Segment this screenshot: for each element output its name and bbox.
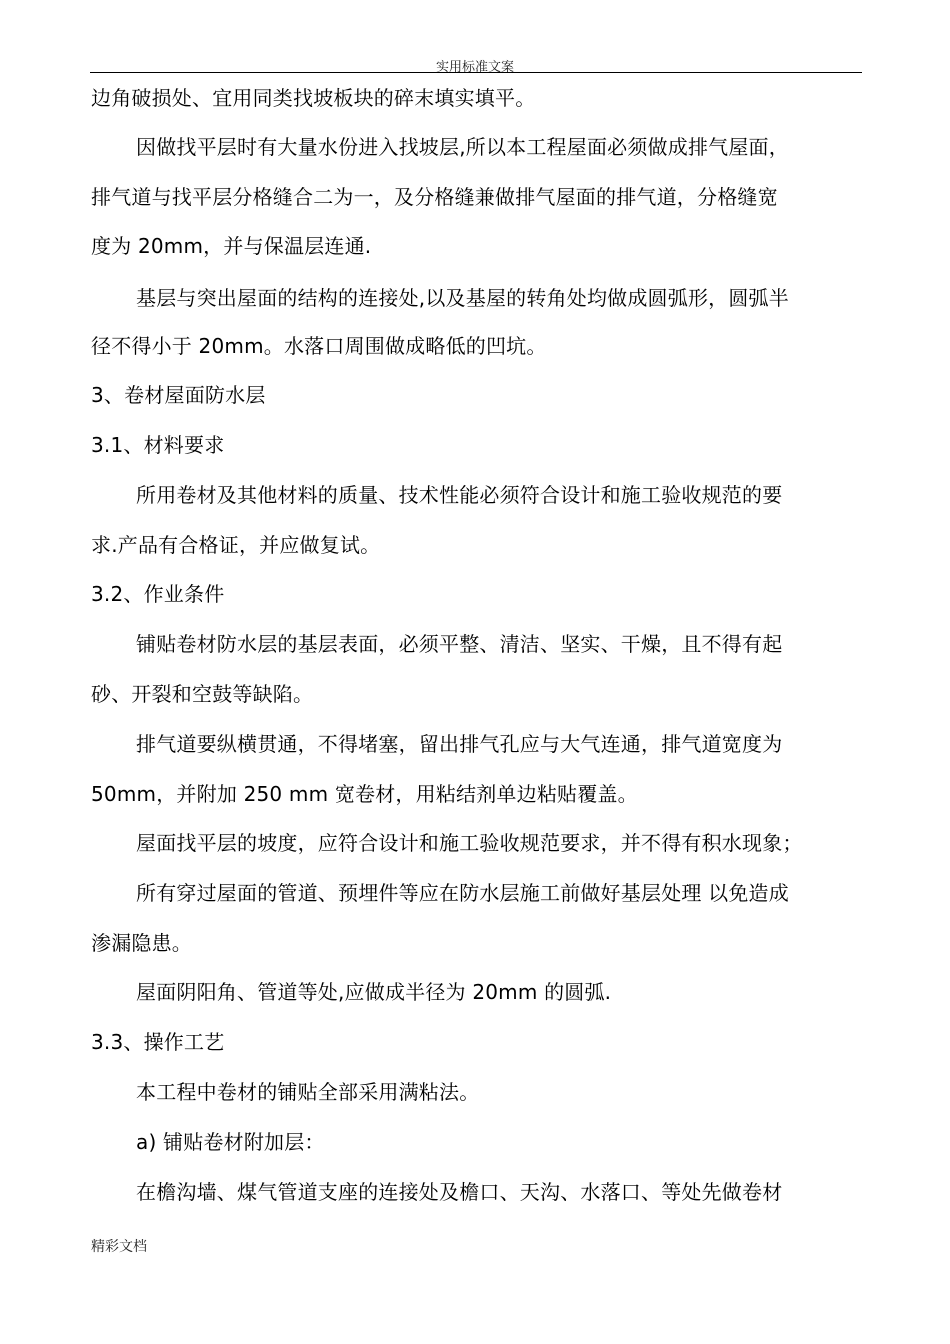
subsection-heading: 3.2、作业条件 xyxy=(91,582,225,606)
text-line: 砂、开裂和空鼓等缺陷。 xyxy=(91,682,314,706)
list-item-label: a) 铺贴卷材附加层： xyxy=(136,1130,325,1154)
subsection-heading: 3.1、材料要求 xyxy=(91,433,225,457)
text-line: 屋面找平层的坡度，应符合设计和施工验收规范要求，并不得有积水现象； xyxy=(136,831,803,855)
text-line: 排气道要纵横贯通，不得堵塞，留出排气孔应与大气连通，排气道宽度为 xyxy=(136,732,783,756)
text-line: 50mm，并附加 250 mm 宽卷材，用粘结剂单边粘贴覆盖。 xyxy=(91,782,638,806)
text-line: 径不得小于 20mm。水落口周围做成略低的凹坑。 xyxy=(91,334,547,358)
header-text: 实用标准文案 xyxy=(435,60,514,75)
header-divider xyxy=(90,72,862,73)
text-line: 求.产品有合格证，并应做复试。 xyxy=(91,533,381,557)
text-line: 排气道与找平层分格缝合二为一，及分格缝兼做排气屋面的排气道，分格缝宽 xyxy=(91,185,778,209)
text-line: 基层与突出屋面的结构的连接处,以及基屋的转角处均做成圆弧形，圆弧半 xyxy=(136,286,789,310)
text-line: 渗漏隐患。 xyxy=(91,931,192,955)
text-line: 因做找平层时有大量水份进入找坡层,所以本工程屋面必须做成排气屋面， xyxy=(136,135,789,159)
text-line: 屋面阴阳角、管道等处,应做成半径为 20mm 的圆弧. xyxy=(136,980,612,1004)
footer-text: 精彩文档 xyxy=(91,1239,147,1255)
subsection-heading: 3.3、操作工艺 xyxy=(91,1030,225,1054)
text-line: 边角破损处、宜用同类找坡板块的碎末填实填平。 xyxy=(91,86,536,110)
text-line: 所有穿过屋面的管道、预埋件等应在防水层施工前做好基层处理 以免造成 xyxy=(136,881,789,905)
text-line: 在檐沟墙、煤气管道支座的连接处及檐口、天沟、水落口、等处先做卷材 xyxy=(136,1180,783,1204)
section-heading: 3、卷材屋面防水层 xyxy=(91,383,266,407)
text-line: 铺贴卷材防水层的基层表面，必须平整、清洁、坚实、干燥，且不得有起 xyxy=(136,632,783,656)
text-line: 本工程中卷材的铺贴全部采用满粘法。 xyxy=(136,1080,480,1104)
text-line: 所用卷材及其他材料的质量、技术性能必须符合设计和施工验收规范的要 xyxy=(136,483,783,507)
text-line: 度为 20mm，并与保温层连通. xyxy=(91,234,372,258)
